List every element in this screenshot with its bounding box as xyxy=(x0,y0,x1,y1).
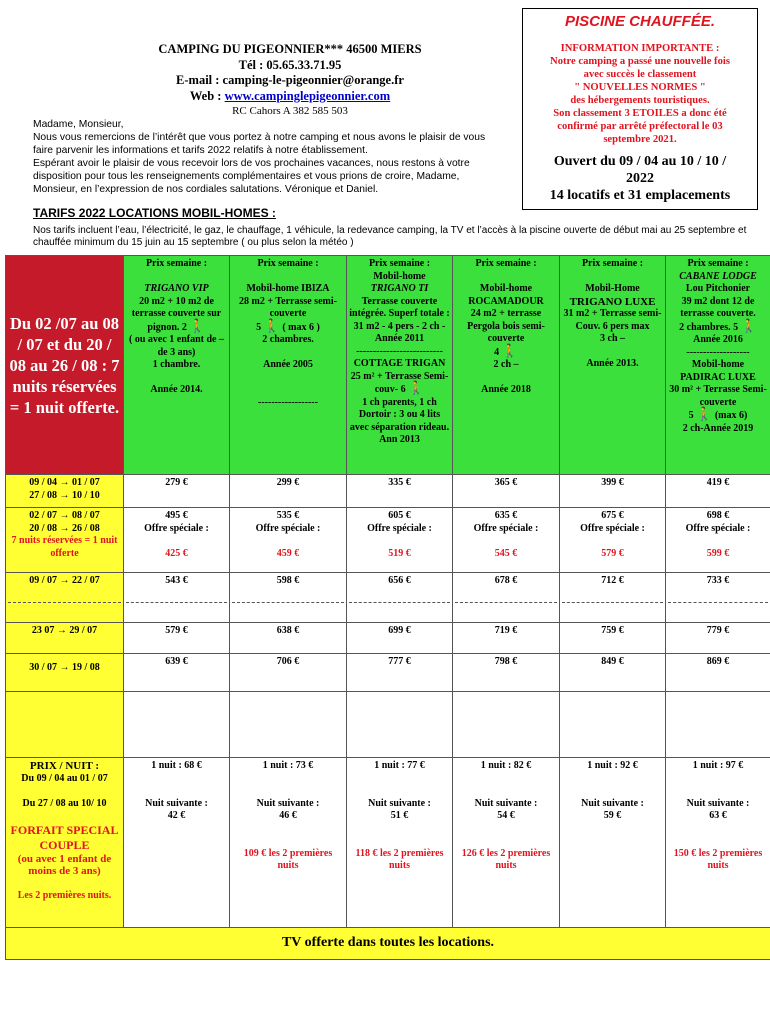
person-icon: 🚶 xyxy=(740,317,757,333)
info-text: INFORMATION IMPORTANTE : Notre camping a passé une nouvelle fois avec succès le classement " NOUVELLES NORMES " des hébergements touristiques. Son classement 3 ETOILES a donc été confirmé par arrêté préfectoral le 03 septembre 2021. xyxy=(550,43,730,145)
header-rocamadour: Prix semaine : Mobil-home ROCAMADOUR 24 m2 + terrasse Pergola bois semi-couverte 4 🚶 2 ch – Année 2018 xyxy=(453,256,560,475)
pool-heading: PISCINE CHAUFFÉE. xyxy=(564,13,715,30)
price-cell: 656 € xyxy=(347,573,453,623)
model-name: TRIGANO VIP xyxy=(144,283,209,294)
night-prices-row xyxy=(6,758,770,928)
person-icon: 🚶 xyxy=(696,406,713,421)
price-cell: 365 € xyxy=(453,475,560,508)
web-line: Web : www.campinglepigeonnier.com xyxy=(189,88,391,103)
price-cell: 399 € xyxy=(560,475,666,508)
offer-cell: Du 02 /07 au 08 / 07 et du 20 / 08 au 26 / 08 : 7 nuits réservées = 1 nuit offerte. xyxy=(6,256,124,475)
night-cell: 1 nuit : 77 € Nuit suivante : 51 € 118 € les 2 premières nuits xyxy=(347,758,453,928)
table-row xyxy=(6,692,770,758)
model-name: Mobil-home xyxy=(479,283,533,294)
period-label: 02 / 07 → 08 / 07 20 / 08 → 26 / 08 7 nuits réservées = 1 nuit offerte xyxy=(6,508,124,573)
table-row xyxy=(6,508,770,573)
header-trigano-luxe: Prix semaine : Mobil-Home TRIGANO LUXE 31 m2 + Terrasse semi-Couv. 6 pers max 3 ch – Année 2013. xyxy=(560,256,666,475)
price-cell: 698 € Offre spéciale : 599 € xyxy=(666,508,770,573)
price-cell: 675 € Offre spéciale : 579 € xyxy=(560,508,666,573)
header-trigano-ti: Prix semaine : Mobil-home TRIGANO TI Terrasse couverte intégrée. Superf totale : 31 m2 - 4 pers - 2 ch - Année 2011 -------------------------- COTTAGE TRIGAN 25 m² + Terrasse Semi-couv- 6 🚶 1 ch parents, 1 ch Dortoir : 3 ou 4 lits avec séparation rideau. Ann 2013 xyxy=(347,256,453,475)
camping-name: CAMPING DU PIGEONNIER*** 46500 MIERS xyxy=(158,42,422,56)
night-cell: 1 nuit : 97 € Nuit suivante : 63 € 150 € les 2 premières nuits xyxy=(666,758,770,928)
price-cell: 777 € xyxy=(347,654,453,692)
period-label: 09 / 04 → 01 / 07 27 / 08 → 10 / 10 xyxy=(6,475,124,508)
period-label: 09 / 07 → 22 / 07 xyxy=(6,573,124,623)
price-cell: 598 € xyxy=(230,573,347,623)
period-label: 23 07 → 29 / 07 xyxy=(6,623,124,654)
price-cell: 299 € xyxy=(230,475,347,508)
letter-paragraph-2: Espérant avoir le plaisir de vous recevoir lors de vos prochaines vacances, nous restons à votre disposition pour tous les renseignements complémentaires et vous prions de croire, Madame, Monsieur, en l’expression de nos cordiales salutations. Véronique et Daniel. xyxy=(33,158,470,195)
price-cell: 335 € xyxy=(347,475,453,508)
tv-row xyxy=(6,928,770,960)
model-name: Mobil-home xyxy=(373,270,426,282)
night-cell: 1 nuit : 92 € Nuit suivante : 59 € xyxy=(560,758,666,928)
empty-label xyxy=(6,692,124,758)
night-cell: 1 nuit : 73 € Nuit suivante : 46 € 109 € les 2 premières nuits xyxy=(230,758,347,928)
price-cell: 712 € xyxy=(560,573,666,623)
letter-paragraph-1: Nous vous remercions de l’intérêt que vous portez à notre camping et nous avons le plaisir de vous faire parvenir les informations et tarifs 2022 relatifs à notre établissement. xyxy=(33,132,486,156)
letter xyxy=(33,118,503,196)
info-box xyxy=(522,8,758,210)
header-ibiza: Prix semaine : Mobil-home IBIZA 28 m2 + Terrasse semi-couverte 5 🚶 ( max 6 ) 2 chambres. Année 2005 ------------------ xyxy=(230,256,347,475)
period-label: 30 / 07 → 19 / 08 xyxy=(6,654,124,692)
table-row xyxy=(6,623,770,654)
opening-dates: Ouvert du 09 / 04 au 10 / 10 / 2022 14 locatifs et 31 emplacements xyxy=(549,154,731,203)
price-cell: 779 € xyxy=(666,623,770,654)
night-cell: 1 nuit : 82 € Nuit suivante : 54 € 126 € les 2 premières nuits xyxy=(453,758,560,928)
person-icon: 🚶 xyxy=(263,317,280,333)
header-trigano-vip: Prix semaine : TRIGANO VIP 20 m2 + 10 m2 de terrasse couverte sur pignon. 2 🚶 ( ou avec 1 enfant de – de 3 ans) 1 chambre. Année 2014. xyxy=(124,256,230,475)
price-cell: 638 € xyxy=(230,623,347,654)
tariffs-intro: Nos tarifs incluent l’eau, l’électricité, le gaz, le chauffage, 1 véhicule, la redevance camping, la TV et l’accès à la piscine ouverte de début mai au 25 septembre et chauffée minimum du 15 juin au 15 septembre ( ou plus selon la météo ) xyxy=(33,225,747,248)
price-cell: 635 € Offre spéciale : 545 € xyxy=(453,508,560,573)
camping-header xyxy=(100,42,480,120)
website-link[interactable]: www.campinglepigeonnier.com xyxy=(224,88,391,103)
price-cell: 759 € xyxy=(560,623,666,654)
email: E-mail : camping-le-pigeonnier@orange.fr xyxy=(176,73,404,87)
price-cell: 639 € xyxy=(124,654,230,692)
model-name: CABANE LODGE xyxy=(679,270,757,282)
night-label: PRIX / NUIT : Du 09 / 04 au 01 / 07 Du 27 / 08 au 10/ 10 FORFAIT SPECIAL COUPLE (ou avec 1 enfant de moins de 3 ans) Les 2 premières nuits. xyxy=(6,758,124,928)
phone: Tél : 05.65.33.71.95 xyxy=(238,57,342,72)
header-cabane-lodge: Prix semaine : CABANE LODGE Lou Pitchonier 39 m2 dont 12 de terrasse couverte. 2 chambres. 5 🚶 Année 2016 ------------------- Mobil-home PADIRAC LUXE 30 m² + Terrasse Semi-couverte 5 🚶 (max 6) 2 ch-Année 2019 xyxy=(666,256,770,475)
night-cell: 1 nuit : 68 € Nuit suivante : 42 € xyxy=(124,758,230,928)
price-cell: 543 € xyxy=(124,573,230,623)
table-row xyxy=(6,654,770,692)
tariffs-table xyxy=(5,255,770,960)
price-cell: 869 € xyxy=(666,654,770,692)
price-cell: 495 € Offre spéciale : 425 € xyxy=(124,508,230,573)
person-icon: 🚶 xyxy=(189,317,206,333)
greeting: Madame, Monsieur, xyxy=(33,119,124,130)
table-row xyxy=(6,475,770,508)
price-cell: 579 € xyxy=(124,623,230,654)
table-row xyxy=(6,573,770,623)
tv-offer: TV offerte dans toutes les locations. xyxy=(6,928,770,960)
person-icon: 🚶 xyxy=(408,380,425,395)
model-name: Mobil-Home xyxy=(585,283,640,294)
price-cell: 279 € xyxy=(124,475,230,508)
price-cell: 798 € xyxy=(453,654,560,692)
price-cell: 419 € xyxy=(666,475,770,508)
tariffs-title: TARIFS 2022 LOCATIONS MOBIL-HOMES : xyxy=(33,206,276,220)
person-icon: 🚶 xyxy=(501,342,518,358)
price-cell: 699 € xyxy=(347,623,453,654)
model-name: Mobil-home IBIZA xyxy=(246,283,330,294)
price-cell: 706 € xyxy=(230,654,347,692)
rc-number: RC Cahors A 382 585 503 xyxy=(232,105,348,117)
price-cell: 678 € xyxy=(453,573,560,623)
price-cell: 849 € xyxy=(560,654,666,692)
price-cell: 719 € xyxy=(453,623,560,654)
price-cell: 535 € Offre spéciale : 459 € xyxy=(230,508,347,573)
price-cell: 605 € Offre spéciale : 519 € xyxy=(347,508,453,573)
price-cell: 733 € xyxy=(666,573,770,623)
